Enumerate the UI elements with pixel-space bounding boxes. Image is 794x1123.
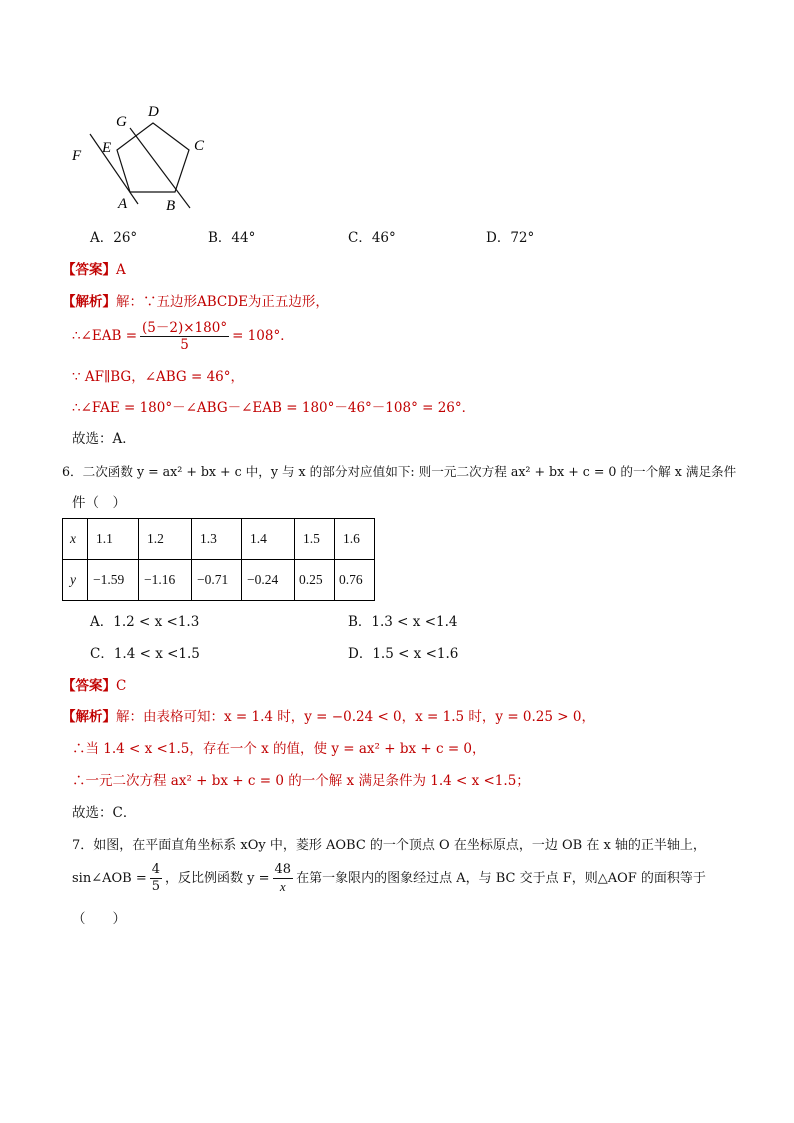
value-table	[62, 518, 375, 601]
q6-option-b: B．1.3 < x <1.4	[348, 614, 458, 630]
q7-stem-line3: （ ）	[72, 911, 126, 927]
q5-conclusion: 故选：A．	[72, 431, 136, 447]
q5-answer	[62, 261, 126, 279]
table-cell: 1.2	[139, 519, 192, 560]
point-label-g: G	[116, 114, 127, 130]
q5-analysis-line2	[72, 320, 294, 353]
table-cell: 1.3	[192, 519, 242, 560]
answer-value: C	[116, 678, 127, 694]
q6-analysis-line2: ∴当 1.4 < x <1.5，存在一个 x 的值，使 y = ax² + bx + c = 0，	[72, 741, 486, 757]
point-label-b: B	[166, 198, 176, 214]
analysis-text: 解：∵五边形ABCDE为正五边形，	[116, 294, 329, 310]
answer-value: A	[116, 262, 126, 278]
eab-prefix: ∴∠EAB =	[72, 328, 138, 344]
answer-tag: 【答案】	[62, 262, 116, 278]
point-label-d: D	[148, 104, 159, 120]
q5-analysis-line1	[62, 293, 329, 311]
fraction-denominator: 5	[151, 879, 160, 894]
table-cell: −0.24	[242, 560, 295, 601]
q6-stem-line1: 6．二次函数 y = ax² + bx + c 中，y 与 x 的部分对应值如下: 则一元二次方程 ax² + bx + c = 0 的一个解 x 满足条件	[62, 464, 737, 479]
table-cell: 1.1	[88, 519, 139, 560]
table-cell: 0.76	[335, 560, 375, 601]
q6-analysis-line1	[62, 708, 595, 726]
point-label-a: A	[118, 196, 128, 212]
table-header-y: y	[63, 560, 88, 601]
fraction-denominator: 5	[180, 337, 189, 353]
table-header-x: x	[63, 519, 88, 560]
fraction-denominator: x	[279, 879, 286, 894]
function-prefix: ，反比例函数 y =	[165, 871, 270, 886]
q5-analysis-line3: ∵ AF∥BG，∠ABG = 46°，	[72, 369, 245, 385]
point-label-e: E	[102, 140, 112, 156]
analysis-text: 解：由表格可知：x = 1.4 时，y = −0.24 < 0，x = 1.5 时，y = 0.25 > 0，	[116, 709, 595, 725]
table-cell: 0.25	[295, 560, 335, 601]
point-label-c: C	[194, 138, 205, 154]
table-cell: 1.5	[295, 519, 335, 560]
q6-answer	[62, 677, 126, 695]
point-label-f: F	[72, 148, 82, 164]
fraction-numerator: (5－2)×180°	[142, 320, 228, 336]
q6-option-a: A．1.2 < x <1.3	[90, 614, 200, 630]
q7-stem-line1: 7．如图，在平面直角坐标系 xOy 中，菱形 AOBC 的一个顶点 O 在坐标原点，一边 OB 在 x 轴的正半轴上，	[72, 838, 706, 853]
eab-fraction	[140, 320, 229, 353]
q6-stem-line2: 件（ ）	[72, 495, 126, 511]
line-fa	[90, 134, 138, 204]
table-cell: −0.71	[192, 560, 242, 601]
table-cell: 1.6	[335, 519, 375, 560]
q6-option-d: D．1.5 < x <1.6	[348, 646, 459, 662]
fraction-numerator: 48	[274, 862, 292, 877]
analysis-tag: 【解析】	[62, 294, 116, 310]
q5-option-a: A．26°	[90, 230, 138, 246]
table-cell: −1.59	[88, 560, 139, 601]
q5-option-c: C．46°	[348, 230, 396, 246]
sin-fraction	[150, 862, 162, 895]
q6-analysis-line3: ∴一元二次方程 ax² + bx + c = 0 的一个解 x 满足条件为 1.4 < x <1.5；	[72, 773, 530, 789]
sin-prefix: sin∠AOB =	[72, 871, 147, 886]
q6-option-c: C．1.4 < x <1.5	[90, 646, 200, 662]
eab-suffix: = 108°．	[232, 328, 294, 344]
q5-analysis-line4: ∴∠FAE = 180°－∠ABG－∠EAB = 180°－46°－108° = 26°．	[72, 400, 476, 416]
q7-stem-line2	[72, 862, 706, 895]
q5-option-b: B．44°	[208, 230, 256, 246]
pentagon-figure	[62, 98, 232, 216]
analysis-tag: 【解析】	[62, 709, 116, 725]
line-gb	[130, 128, 190, 208]
table-row-y	[63, 560, 375, 601]
answer-tag: 【答案】	[62, 678, 116, 694]
fraction-numerator: 4	[151, 862, 160, 877]
stem-remainder: 在第一象限内的图象经过点 A，与 BC 交于点 F，则△AOF 的面积等于	[296, 871, 706, 886]
table-cell: 1.4	[242, 519, 295, 560]
table-cell: −1.16	[139, 560, 192, 601]
pentagon-abcde	[117, 123, 189, 192]
q5-option-d: D．72°	[486, 230, 535, 246]
q6-conclusion: 故选：C．	[72, 805, 137, 821]
function-fraction	[273, 862, 294, 895]
table-row-x	[63, 519, 375, 560]
